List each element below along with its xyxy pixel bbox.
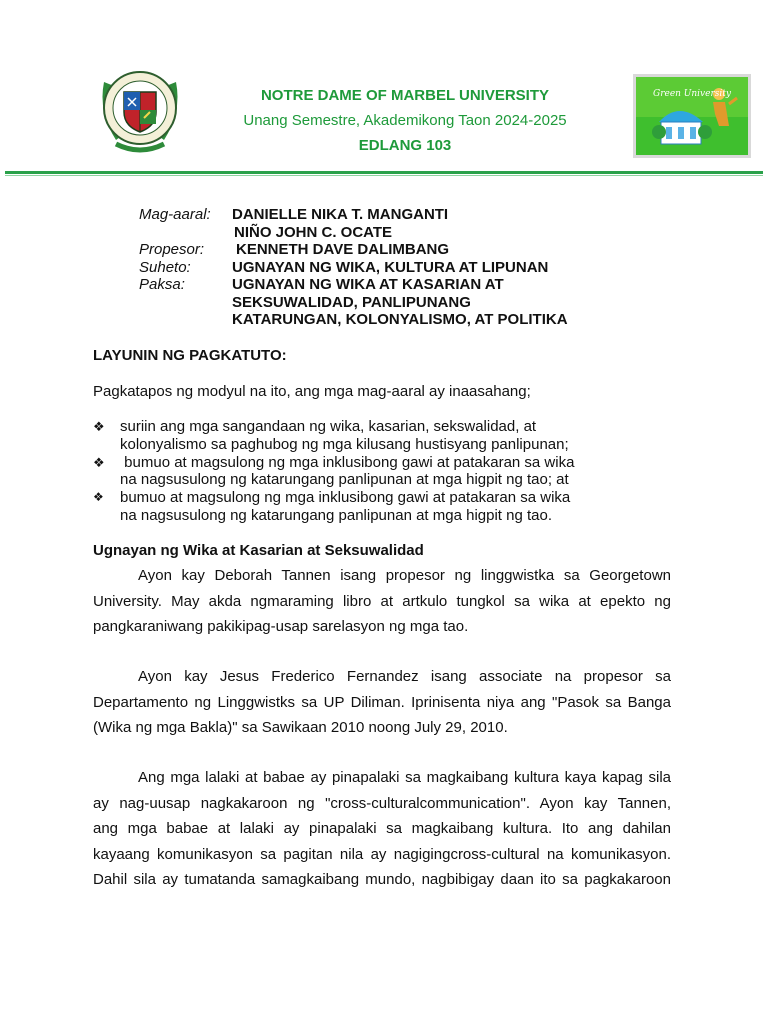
topic-line: UGNAYAN NG WIKA AT KASARIAN AT bbox=[232, 276, 504, 293]
section-heading: Ugnayan ng Wika at Kasarian at Seksuwalidad bbox=[93, 542, 424, 559]
diamond-bullet-icon: ❖ bbox=[93, 490, 104, 505]
student-label: Mag-aaral: bbox=[139, 206, 211, 223]
paragraph-line: kayaang komunikasyon sa pagitan nila ay nagigingcross-cultural na komunikasyon. bbox=[93, 845, 671, 863]
paragraph-line: Dahil sila ay tumatanda samagkaibang mundo, nagbibigay daan ito sa pagkakaroon bbox=[93, 871, 671, 888]
paragraph-line: ay nag-uusap nagkakaroon ng "cross-culturalcommunication". Ayon kay Tannen, bbox=[93, 794, 671, 812]
subject-value: UGNAYAN NG WIKA, KULTURA AT LIPUNAN bbox=[232, 258, 549, 276]
paragraph-line: Departamento ng Linggwistks sa UP Diliman. Iprinisenta niya ang "Pasok sa Banga bbox=[93, 693, 671, 711]
paragraph-line: Ayon kay Deborah Tannen isang propesor ng linggwistka sa Georgetown bbox=[138, 567, 671, 584]
paragraph-line: (Wika ng mga Bakla)" sa Sawikaan 2010 noong July 29, 2010. bbox=[93, 719, 508, 736]
objectives-list bbox=[93, 418, 653, 525]
list-item-line: kolonyalismo sa paghubog ng mga kilusang hustisyang panlipunan; bbox=[120, 435, 569, 453]
course-code: EDLANG 103 bbox=[358, 137, 452, 154]
paragraph-line: pangkaraniwang pakikipag-usap sarelasyon ng mga tao. bbox=[93, 618, 469, 635]
topic-label: Paksa: bbox=[139, 276, 185, 293]
topic-line: SEKSUWALIDAD, PANLIPUNANG bbox=[232, 293, 471, 311]
paragraph-line: ang mga babae at lalaki ay pinapalaki sa magkaibang kultura. Ito ang dahilan bbox=[93, 820, 671, 837]
paragraph-3 bbox=[93, 765, 671, 893]
semester-line: Unang Semestre, Akademikong Taon 2024-2025 bbox=[243, 112, 567, 129]
header-divider bbox=[5, 171, 763, 174]
list-item bbox=[93, 454, 653, 490]
list-item-line: na nagsusulong ng katarungang panlipunan at mga higpit ng tao; at bbox=[120, 471, 569, 489]
header-divider-thin bbox=[5, 175, 763, 176]
course-info bbox=[139, 206, 568, 329]
list-item-line: na nagsusulong ng katarungang panlipunan at mga higpit ng tao. bbox=[120, 506, 553, 524]
paragraph-line: Ang mga lalaki at babae ay pinapalaki sa magkaibang kultura kaya kapag sila bbox=[138, 769, 671, 786]
objectives-intro: Pagkatapos ng modyul na ito, ang mga mag-aaral ay inaasahang; bbox=[93, 383, 531, 400]
university-name: NOTRE DAME OF MARBEL UNIVERSITY bbox=[260, 87, 550, 104]
student-name: DANIELLE NIKA T. MANGANTI bbox=[232, 206, 449, 223]
paragraph-line: Ayon kay Jesus Frederico Fernandez isang associate na propesor sa bbox=[138, 668, 671, 685]
list-item-line: bumuo at magsulong ng mga inklusibong gawi at patakaran sa wika bbox=[120, 453, 575, 471]
objectives-heading: LAYUNIN NG PAGKATUTO: bbox=[93, 347, 287, 364]
paragraph-1 bbox=[93, 563, 671, 640]
list-item bbox=[93, 489, 653, 525]
topic-line: KATARUNGAN, KOLONYALISMO, AT POLITIKA bbox=[232, 311, 568, 328]
list-item-line: bumuo at magsulong ng mga inklusibong gawi at patakaran sa wika bbox=[120, 489, 571, 507]
subject-label: Suheto: bbox=[139, 258, 191, 276]
diamond-bullet-icon: ❖ bbox=[93, 419, 105, 434]
paragraph-2 bbox=[93, 664, 671, 741]
list-item-line: suriin ang mga sangandaan ng wika, kasarian, sekswalidad, at bbox=[120, 418, 537, 435]
student-name: NIÑO JOHN C. OCATE bbox=[234, 223, 393, 241]
green-university-logo bbox=[633, 74, 751, 158]
professor-label: Propesor: bbox=[139, 241, 205, 258]
diamond-bullet-icon: ❖ bbox=[93, 454, 105, 470]
professor-name: KENNETH DAVE DALIMBANG bbox=[236, 241, 450, 258]
green-logo-text: Green University bbox=[653, 89, 731, 99]
list-item bbox=[93, 418, 653, 454]
university-seal bbox=[94, 62, 186, 156]
paragraph-line: University. May akda ngmaraming libro at artkulo tungkol sa wika at epekto ng bbox=[93, 592, 671, 610]
